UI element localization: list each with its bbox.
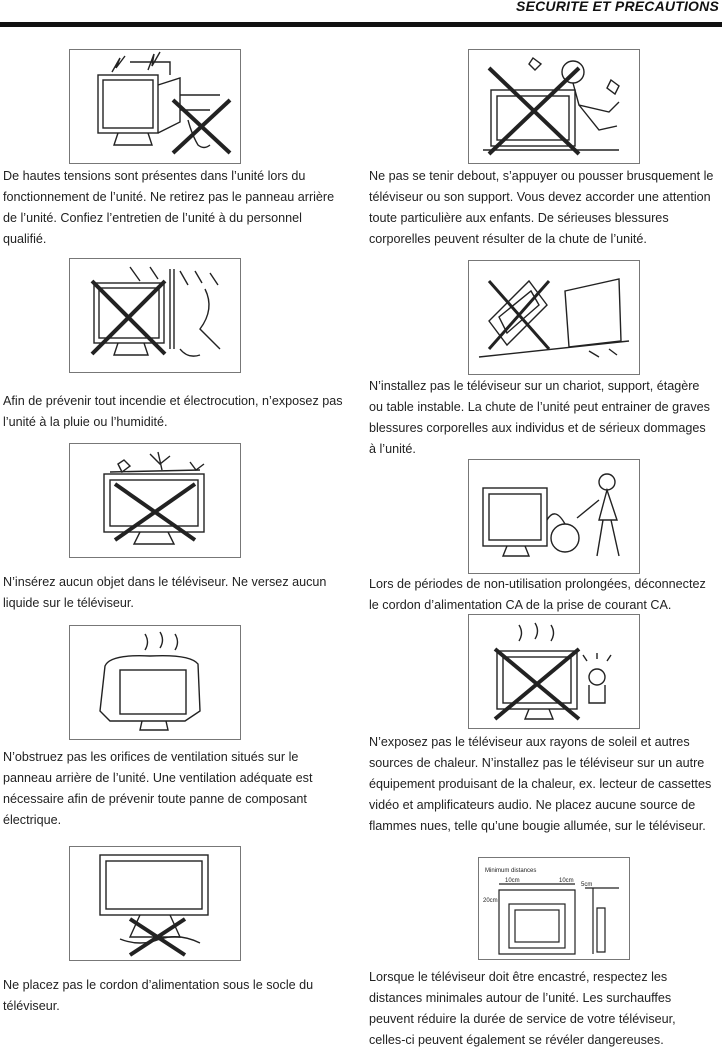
objects-illustration xyxy=(69,443,241,558)
ventilation-illustration xyxy=(69,625,241,740)
tv-back-panel-icon xyxy=(70,50,240,163)
unstable-illustration xyxy=(468,260,640,375)
distance-left: 20cm xyxy=(483,898,498,904)
heat-illustration xyxy=(468,614,640,729)
power-cord-illustration xyxy=(69,846,241,961)
distance-side: 5cm xyxy=(581,882,593,888)
power-cord-text: Ne placez pas le cordon d’alimentation sous le socle du téléviseur. xyxy=(3,978,314,1013)
distances-title: Minimum distances xyxy=(485,868,537,874)
rain-text: Afin de prévenir tout incendie et électrocution, n’exposez pas l’unité à la pluie ou l’humidité. xyxy=(3,394,343,429)
high-voltage-text: De hautes tensions sont présentes dans l’unité lors du fonctionnement de l’unité. Ne retirez pas le panneau arrière de l’unité. Confiez l’entretien de l’unité à du personnel qualifié. xyxy=(3,169,335,246)
unplug-illustration xyxy=(468,459,640,574)
unplug-cord-icon xyxy=(469,460,639,573)
heat-text: N’exposez pas le téléviseur aux rayons de soleil et autres sources de chaleur. N’installez pas le téléviseur sur un autre équipement produisant de la chaleur, ex. lecteur de cassettes vidéo et amplificateurs audio. Ne placez aucune source de flammes nues, telle qu’une bougie allumée, sur le téléviseur. xyxy=(369,735,712,833)
tv-cord-icon xyxy=(70,847,240,960)
distance-top-right: 10cm xyxy=(559,878,574,884)
objects-on-tv-icon xyxy=(70,444,240,557)
builtin-text: Lorsque le téléviseur doit être encastré, respectez les distances minimales autour de l’unité. Les surchauffes peuvent réduire la durée de service de votre téléviseur, celles-ci peuvent également se révéler dangereuses. xyxy=(369,970,676,1047)
distances-illustration xyxy=(478,857,630,960)
distance-top-left: 10cm xyxy=(505,878,520,884)
lean-text: Ne pas se tenir debout, s’appuyer ou pousser brusquement le téléviseur ou son support. Vous devez accorder une attention toute particulière aux enfants. De sérieuses blessures corporelles peuvent résulter de la chute de l’unité. xyxy=(369,169,714,246)
unstable-stand-icon xyxy=(469,261,639,374)
objects-text: N’insérez aucun objet dans le téléviseur. Ne versez aucun liquide sur le téléviseur. xyxy=(3,575,327,610)
rain-illustration xyxy=(69,258,241,373)
page-title: SECURITE ET PRECAUTIONS xyxy=(516,0,719,14)
rain-window-icon xyxy=(70,259,240,372)
header-rule xyxy=(0,22,722,27)
minimum-distances-diagram xyxy=(479,858,629,959)
covered-tv-icon xyxy=(70,626,240,739)
high-voltage-illustration xyxy=(69,49,241,164)
unstable-text: N’installez pas le téléviseur sur un chariot, support, étagère ou table instable. La chute de l’unité peut entrainer de graves blessures corporelles aux individus et de sérieux dommages à l’unité. xyxy=(369,379,710,456)
unplug-text: Lors de périodes de non-utilisation prolongées, déconnectez le cordon d’alimentation CA de la prise de courant CA. xyxy=(369,577,706,612)
heat-source-icon xyxy=(469,615,639,728)
lean-illustration xyxy=(468,49,640,164)
ventilation-text: N’obstruez pas les orifices de ventilation situés sur le panneau arrière de l’unité. Une ventilation adéquate est nécessaire afin de prévenir toute panne de composant électrique. xyxy=(3,750,313,827)
child-pushing-tv-icon xyxy=(469,50,639,163)
